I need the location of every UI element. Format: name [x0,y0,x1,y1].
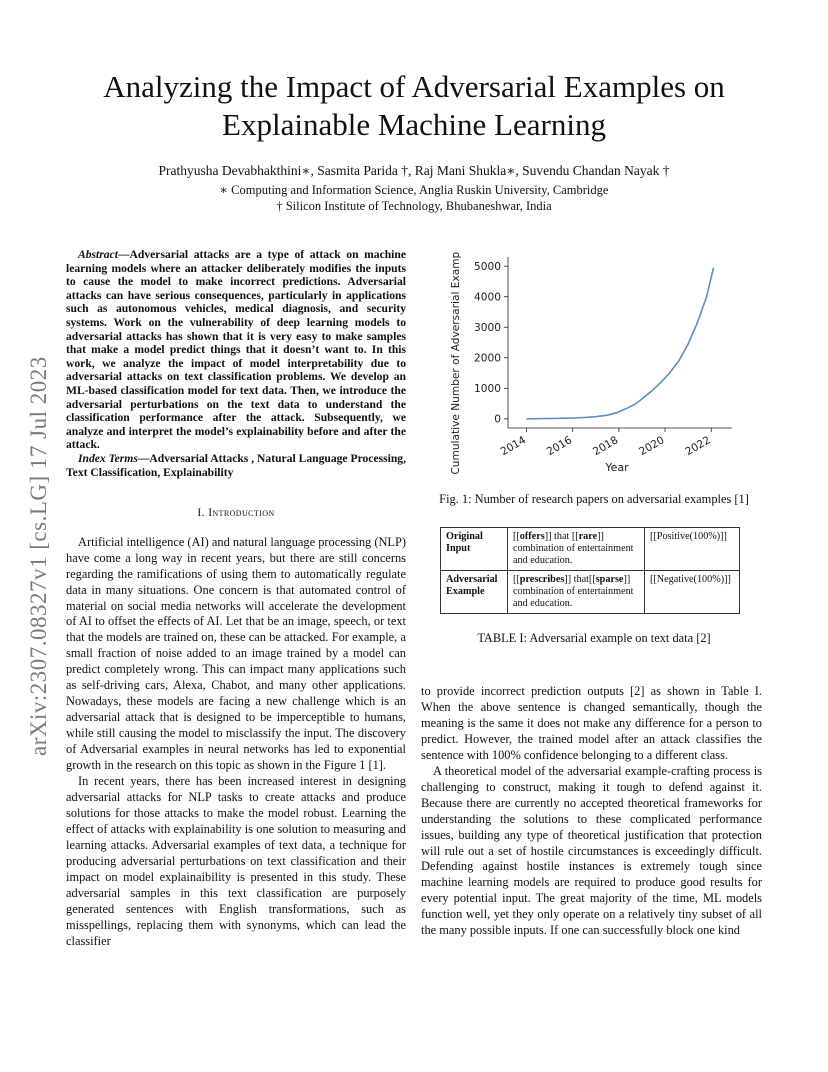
y-tick-label: 4000 [474,291,501,304]
adversarial-table [440,527,740,614]
x-tick-label: 2022 [683,434,713,459]
title-line-1: Analyzing the Impact of Adversarial Examples on [103,69,725,104]
table-caption: TABLE I: Adversarial example on text data [2] [477,631,711,645]
y-tick-label: 0 [494,413,501,426]
x-axis-label: Year [605,461,629,474]
x-tick-label: 2014 [498,434,528,459]
section-title: Introduction [208,507,275,520]
table-cell-text: [[prescribes]] that[[sparse]] combination of entertainment and education. [508,571,645,614]
series-line [527,268,714,419]
paper-title [60,68,768,144]
arxiv-identifier [14,296,58,758]
index-terms-text: —Adversarial Attacks , Natural Language Processing, Text Classification, Explainability [66,451,406,479]
title-line-2: Explainable Machine Learning [222,107,606,142]
author-list: Prathyusha Devabhakthini∗, Sasmita Parida †, Raj Mani Shukla∗, Suvendu Chandan Nayak † [158,163,670,178]
table-row [441,571,740,614]
x-tick-label: 2018 [590,434,621,459]
table-row-header: Adversarial Example [441,571,508,614]
affiliation-2: † Silicon Institute of Technology, Bhubaneshwar, India [276,199,552,213]
y-tick-label: 3000 [474,322,501,335]
table-cell-text: [[offers]] that [[rare]] combination of entertainment and education. [508,528,645,571]
y-tick-label: 5000 [474,260,501,273]
section-heading [66,507,406,521]
x-tick-label: 2016 [544,434,575,459]
x-tick-label: 2020 [637,434,667,459]
y-tick-label: 1000 [474,383,501,396]
y-tick-label: 2000 [474,352,501,365]
figure-1-chart [430,252,770,478]
table-row [441,528,740,571]
intro-paragraph-2: In recent years, there has been increased interest in designing adversarial attacks for NLP tasks to create attacks and produce solutions for those attacks to make the model robust. Learning the effect of attacks with explainability is one solution to measuring and learning attacks. Adversarial examples of text data, a technique for producing adversarial perturbations on text classification and their impact on model explainaibility is presented in this study. These adversarial samples in this text classification are purposely generated sentences with English transformations, such as misspellings, replacing them with synonyms, which can lead the classifier [66,773,406,948]
abstract-label: Abstract [78,248,118,261]
section-number: I. [197,507,205,520]
affiliation-1: ∗ Computing and Information Science, Anglia Ruskin University, Cambridge [219,183,609,197]
index-terms-label: Index Terms [78,451,138,465]
table-cell-label: [[Positive(100%)]] [645,528,740,571]
figure-caption: Fig. 1: Number of research papers on adversarial examples [1] [439,492,749,506]
left-column [66,248,406,949]
intro-paragraph-1: Artificial intelligence (AI) and natural language processing (NLP) have come a long way in recent years, but there are still concerns regarding the ramifications of using them to automatically regulate data in many situations. One concern is that automated control of material on social media networks will accelerate the development of AI to offset the effects of AI. Let that be an image, speech, or text that the models are trained on, these can be attacked. For example, a small fraction of noise added to an image trained by a model can predict completely wrong. This can impact many applications such as self-driving cars, Alexa, Chabot, and many other applications. Nowadays, these models are facing a new challenge which is an adversarial attack that is designed to be imperceptible to humans, while still causing the model to misclassify the input. The discovery of Adversarial examples in neural networks has led to exponential growth in the research on this topic as shown in the Figure 1 [1]. [66,534,406,773]
y-axis-label: Cumulative Number of Adversarial Example Papers [450,252,462,475]
line-chart [430,252,770,478]
intro-paragraph-4: A theoretical model of the adversarial example-crafting process is challenging to construct, making it tough to defend against it. Because there are currently no accepted theoretical frameworks for understanding the solutions to these complicated performance issues, building any type of theoretical justification that protection will rule out a set of hostile circumstances is exceedingly difficult. Defending against hostile instances is extremely tough since machine learning models are required to produce good results for every potential input. The great majority of the time, ML models function well, yet they only operate on a relatively tiny subset of all the many possible inputs. If one can successfully block one kind [421,763,762,938]
abstract-text: —Adversarial attacks are a type of attack on machine learning models where an attacker deliberately modifies the inputs to cause the model to make incorrect predictions. Adversarial attacks can have serious consequences, particularly in applications such as autonomous vehicles, medical diagnosis, and security systems. Work on the vulnerability of deep learning models to adversarial attacks has shown that it is very easy to make samples that make a model predict things that it doesn’t want to. In this work, we analyze the impact of model interpretability due to adversarial attacks on text classification problems. We develop an ML-based classification model for text data. Then, we introduce the adversarial perturbations on the text data to understand the classification performance after the attack. Subsequently, we analyze and interpret the model’s explainability before and after the attack. [66,248,406,452]
table-cell-label: [[Negative(100%)]] [645,571,740,614]
intro-paragraph-3: to provide incorrect prediction outputs [2] as shown in Table I. When the above sentence is changed semantically, though the meaning is the same it does not make any difference for a person to predict. However, the trained model after an attack classifies the sentence with 100% confidence belonging to a different class. [421,684,762,762]
right-column [421,684,762,939]
arxiv-identifier-text: arXiv:2307.08327v1 [cs.LG] 17 Jul 2023 [26,356,51,756]
index-terms [66,452,406,479]
abstract [66,248,406,452]
table-row-header: Original Input [441,528,508,571]
